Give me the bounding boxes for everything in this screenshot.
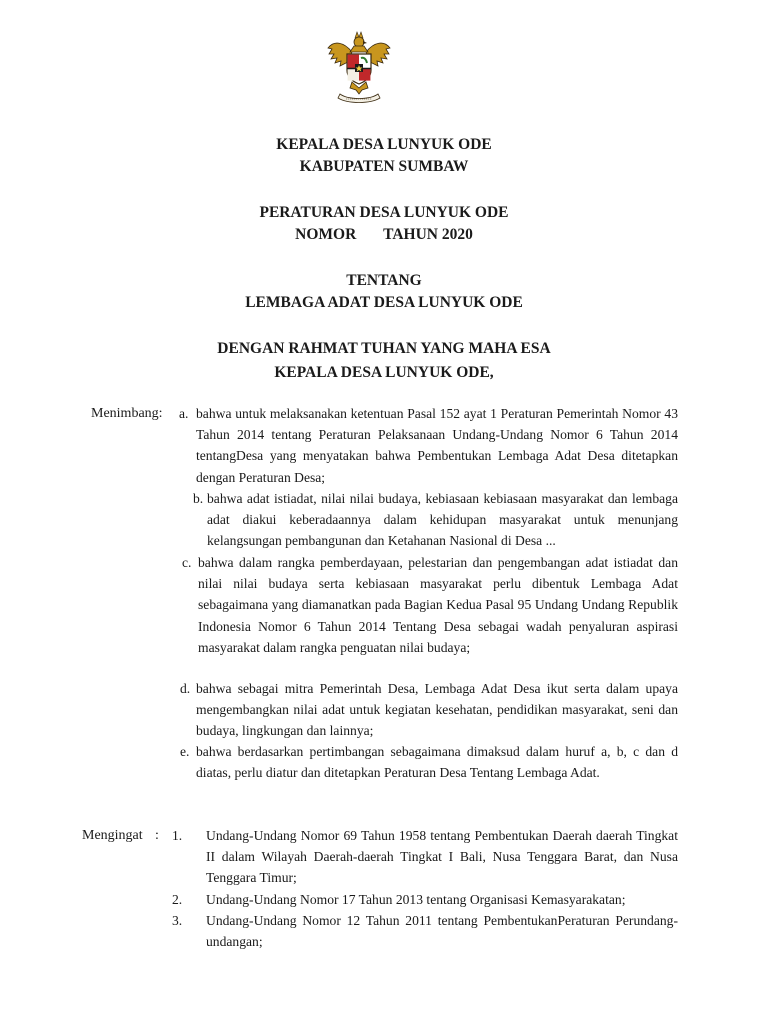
invocation-line: DENGAN RAHMAT TUHAN YANG MAHA ESA [217, 340, 551, 357]
mengingat-marker-2: 2. [172, 892, 183, 907]
regency-title: KABUPATEN SUMBAW [299, 158, 469, 175]
menimbang-marker-a: a. [179, 406, 189, 421]
menimbang-item-a: bahwa untuk melaksanakan ketentuan Pasal 152 ayat 1 Peraturan Pemerintah Nomor 43 Tahun 2014 tentang Peraturan Pelaksanaan Undang-Undang Nomor 6 Tahun 2014 tentangDesa yang menyatakan bahwa Pembentukan Lembaga Adat Desa ditetapkan dengan Peraturan Desa; [196, 406, 678, 485]
menimbang-item-b: bahwa adat istiadat, nilai nilai budaya, kebiasaan kebiasaan masyarakat dan lembaga adat diakui keberadaannya dalam kehidupan masyarakat untuk menunjang kelangsungan pembangunan dan Ketahanan Nasional di Desa ... [207, 491, 678, 549]
menimbang-item-c: bahwa dalam rangka pemberdayaan, pelestarian dan pengembangan adat istiadat dan nilai nilai budaya serta kebiasaan masyarakat perlu dibentuk Lembaga Adat sebagaimana yang diamanatkan pada Bagian Kedua Pasal 95 Undang Undang Republik Indonesia Nomor 6 Tahun 2014 Tentang Desa sebagai wadah penyaluran aspirasi masyarakat dalam rangka penguatan nilai budaya; [198, 555, 678, 655]
mengingat-marker-3: 3. [172, 913, 183, 928]
menimbang-marker-d: d. [180, 681, 191, 696]
mengingat-item-1: Undang-Undang Nomor 69 Tahun 1958 tentang Pembentukan Daerah daerah Tingkat II dalam Wilayah Daerah-daerah Tingkat I Bali, Nusa Tenggara Barat, dan Nusa Tenggara Timur; [206, 828, 678, 886]
menimbang-marker-c: c. [182, 555, 192, 570]
issuer-title: KEPALA DESA LUNYUK ODE [276, 136, 492, 153]
mengingat-item-3: Undang-Undang Nomor 12 Tahun 2011 tentang PembentukanPeraturan Perundang-undangan; [206, 913, 678, 950]
regulation-number: NOMOR TAHUN 2020 [295, 226, 473, 243]
garuda-emblem-icon [326, 30, 392, 106]
menimbang-item-e: bahwa berdasarkan pertimbangan sebagaimana dimaksud dalam huruf a, b, c dan d diatas, perlu diatur dan ditetapkan Peraturan Desa Tentang Lembaga Adat. [196, 744, 678, 781]
regulation-title: PERATURAN DESA LUNYUK ODE [259, 204, 509, 221]
menimbang-label: Menimbang: [91, 406, 163, 421]
menimbang-item-d: bahwa sebagai mitra Pemerintah Desa, Lembaga Adat Desa ikut serta dalam upaya mengembangkan nilai adat untuk kegiatan kesehatan, pendidikan masyarakat, seni dan budaya, lingkungan dan lainnya; [196, 681, 678, 739]
mengingat-colon: : [155, 828, 159, 843]
about-heading: TENTANG [346, 272, 422, 289]
mengingat-marker-1: 1. [172, 828, 183, 843]
menimbang-marker-b: b. [193, 491, 204, 506]
regulation-subject: LEMBAGA ADAT DESA LUNYUK ODE [245, 294, 523, 311]
mengingat-item-2: Undang-Undang Nomor 17 Tahun 2013 tentang Organisasi Kemasyarakatan; [206, 892, 626, 907]
enacting-authority: KEPALA DESA LUNYUK ODE, [274, 364, 494, 381]
menimbang-marker-e: e. [180, 744, 190, 759]
mengingat-label: Mengingat [82, 828, 143, 843]
